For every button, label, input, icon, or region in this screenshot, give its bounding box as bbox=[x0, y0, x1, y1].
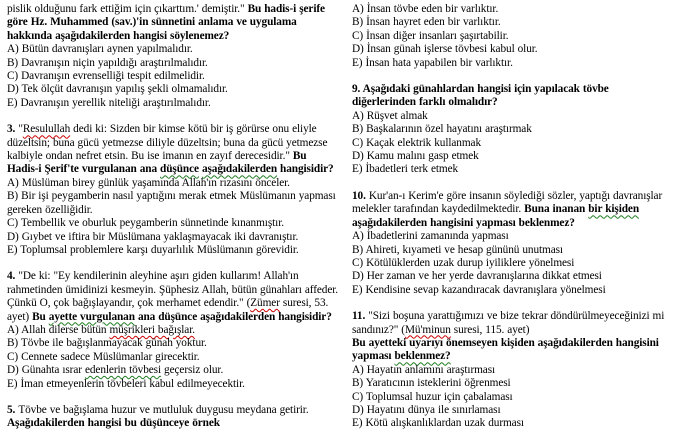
column-left bbox=[7, 3, 340, 431]
bold-text: Bu hadis-i şerife göre Hz. Muhammed (sav.)'in sünnetini anlama ve uygulama hakkında aşağıdakilerden hangisi söylenemez? bbox=[7, 3, 325, 42]
text-line bbox=[7, 3, 340, 43]
text-line bbox=[352, 137, 675, 150]
question-block-10 bbox=[352, 190, 675, 297]
spellcheck-flagged-text: Mü'minun bbox=[404, 323, 451, 336]
body-text: D) İnsan günah işlerse tövbesi kabul olur. bbox=[352, 43, 538, 56]
question-block-4 bbox=[7, 270, 340, 391]
body-text: dedi ki: Sizden bir kimse kötü bir iş görürse onu eliyle düzeltsin; buna gücü yetmezse diliyle düzeltsin; buna da gücü yetmezse kalbiyle ondan nefret etsin. Bu ise imanın en zayıf derecesidir." bbox=[7, 123, 328, 163]
text-line bbox=[7, 177, 340, 190]
text-line bbox=[352, 30, 675, 43]
body-text: C) Kaçak elektrik kullanmak bbox=[352, 136, 482, 149]
question-block-11 bbox=[352, 310, 675, 431]
text-line bbox=[7, 404, 340, 431]
text-line bbox=[7, 337, 340, 350]
body-text: Tövbe ve bağışlama huzur ve mutluluk duygusu meydana getirir. bbox=[18, 403, 309, 416]
text-line bbox=[7, 83, 340, 96]
spellcheck-flagged-text: edenlerin tövbesi bbox=[84, 364, 162, 377]
text-line bbox=[7, 97, 340, 110]
bold-text: 3. bbox=[7, 123, 19, 136]
body-text: B) İnsan hayret eden bir varlıktır. bbox=[352, 16, 501, 29]
text-line bbox=[352, 284, 675, 297]
body-text: C) İnsan diğer insanları şaşırtabilir. bbox=[352, 29, 509, 42]
text-line bbox=[352, 244, 675, 257]
body-text: E) Davranışın yerellik niteliği araştırılmalıdır. bbox=[7, 96, 211, 109]
spellcheck-flagged-text: düşünce bbox=[160, 163, 199, 176]
body-text: E) İbadetleri terk etmek bbox=[352, 163, 459, 176]
text-line bbox=[352, 57, 675, 70]
bold-text: Bu Hadis-i Şerif'te vurgulanan ana bbox=[7, 150, 307, 176]
text-line bbox=[7, 351, 340, 364]
body-text: A) İbadetlerini zamanında yapması bbox=[352, 230, 509, 243]
text-line bbox=[352, 270, 675, 283]
body-text: A) Bütün davranışları aynen yapılmalıdır. bbox=[7, 43, 193, 56]
spellcheck-flagged-text: müşrikleri bağışlar. bbox=[109, 323, 195, 336]
body-text: E) Toplumsal problemlere karşı duyarlılık Müslümanın görevidir. bbox=[7, 243, 299, 256]
body-text: C) Tembellik ve oburluk peygamberin sünnetinde kınanmıştır. bbox=[7, 217, 284, 230]
body-text: E) İman etmeyenlerin tövbeleri kabul edilmeyecektir. bbox=[7, 377, 245, 390]
text-line bbox=[7, 231, 340, 244]
text-line bbox=[7, 324, 340, 337]
text-line bbox=[7, 123, 340, 177]
column-right bbox=[352, 3, 675, 431]
bold-text: Aşağıdakilerden hangisi bu düşünceye örnek bbox=[7, 417, 220, 430]
body-text: B) Tövbe ile bağışlanmayacak günah yoktur. bbox=[7, 337, 207, 350]
text-line bbox=[352, 417, 675, 430]
body-text: E) Kendisine sevap kazandıracak davranışlara yönelmesi bbox=[352, 283, 606, 296]
text-line bbox=[7, 364, 340, 377]
text-line bbox=[352, 404, 675, 417]
text-line bbox=[352, 16, 675, 29]
bold-text: Bu bbox=[32, 310, 49, 323]
bold-text: Bu ayetteki uyarıyı önemseyen kişiden aşağıdakilerden hangisini yapması bbox=[352, 336, 659, 363]
text-line bbox=[7, 190, 340, 217]
body-text: D) Her zaman ve her yerde davranışlarına dikkat etmesi bbox=[352, 270, 602, 283]
question-block-5 bbox=[7, 404, 340, 431]
body-text: " bbox=[18, 123, 23, 136]
text-line bbox=[352, 257, 675, 270]
body-text: A) Rüşvet almak bbox=[352, 109, 428, 122]
body-text: A) Hayatın anlamını araştırması bbox=[352, 363, 496, 376]
body-text: suresi, 53. ayet) bbox=[7, 297, 329, 323]
body-text: D) Günahta ısrar bbox=[7, 364, 85, 377]
body-text: C) Kötülüklerden uzak durup iyiliklere yönelmesi bbox=[352, 256, 575, 269]
text-line bbox=[352, 110, 675, 123]
spellcheck-flagged-text: ayette vurgulanan bbox=[48, 310, 135, 323]
bold-text: 11. bbox=[352, 310, 369, 323]
text-line bbox=[352, 364, 675, 377]
text-line bbox=[7, 57, 340, 70]
body-text: E) Kötü alışkanlıklardan uzak durması bbox=[352, 417, 524, 430]
text-line bbox=[352, 163, 675, 176]
body-text: "Sizi boşuna yarattığımızı ve bize tekrar döndürülmeyeceğinizi mi sandınız?" ( bbox=[352, 310, 665, 336]
bold-text: 10. bbox=[352, 189, 369, 202]
bold-text: ana düşünce aşağıdakilerden hangisidir? bbox=[134, 310, 332, 323]
bold-text: 9. Aşağıdaki günahlardan hangisi için yapılacak tövbe diğerlerinden farklı olmalıdır? bbox=[352, 83, 609, 109]
bold-text: aşağıdakilerden hangisini yapması beklenmez? bbox=[352, 216, 575, 229]
body-text: D) Tek ölçüt davranışın yapılış şekli olmamalıdır. bbox=[7, 83, 228, 96]
body-text: D) Hayatını dünya ile sınırlaması bbox=[352, 403, 501, 416]
text-line bbox=[352, 3, 675, 16]
text-line bbox=[352, 377, 675, 390]
body-text: C) Davranışın evrenselliği tespit edilmelidir. bbox=[7, 70, 205, 83]
text-line bbox=[7, 244, 340, 257]
spellcheck-flagged-text: bir kişiden bbox=[588, 203, 640, 216]
bold-text: 5. bbox=[7, 403, 19, 416]
spellcheck-flagged-text: Zümer bbox=[250, 297, 280, 310]
text-line bbox=[352, 391, 675, 404]
body-text: B) Yaratıcının isteklerini öğrenmesi bbox=[352, 377, 511, 390]
body-text: A) İnsan tövbe eden bir varlıktır. bbox=[352, 3, 499, 15]
text-line bbox=[7, 378, 340, 391]
text-line bbox=[352, 337, 675, 364]
body-text: geçersiz olur. bbox=[161, 364, 224, 377]
bold-text: 4. bbox=[7, 270, 19, 283]
bold-text: Buna inanan bbox=[524, 203, 589, 216]
body-text: B) Bir işi peygamberin nasıl yaptığını merak etmek Müslümanın yapması gereken özelliğidir. bbox=[7, 190, 336, 216]
text-line bbox=[352, 43, 675, 56]
body-text: B) Ahireti, kıyameti ve hesap gününü unutması bbox=[352, 243, 563, 256]
body-text: suresi, 115. ayet) bbox=[450, 323, 530, 336]
text-line bbox=[352, 83, 675, 110]
body-text: Kur'an-ı Kerim'e göre insanın söylediği sözler, yaptığı davranışlar melekler tarafından kaydedilmektedir. bbox=[352, 189, 663, 216]
body-text: A) Allah dilerse bütün bbox=[7, 323, 110, 336]
body-text: B) Davranışın niçin yapıldığı araştırılmalıdır. bbox=[7, 56, 208, 69]
text-line bbox=[352, 123, 675, 136]
question-block-9 bbox=[352, 83, 675, 177]
question-block-continuation bbox=[352, 3, 675, 70]
spellcheck-flagged-text: Resulullah bbox=[22, 123, 71, 136]
text-line bbox=[7, 217, 340, 230]
body-text: "De ki: "Ey kendilerinin aleyhine aşırı giden kullarım! Allah'ın rahmetinden ümidinizi kesmeyin. Şüphesiz Allah, bütün günahları affeder. Çünkü O, çok bağışlayandır, çok merhamet edendir." ( bbox=[7, 270, 339, 310]
body-text: C) Cennete sadece Müslümanlar girecektir. bbox=[7, 350, 200, 363]
text-line bbox=[352, 230, 675, 243]
text-line bbox=[7, 270, 340, 324]
text-line bbox=[7, 70, 340, 83]
body-text: D) Gıybet ve iftira bir Müslümana yaklaşmayacak iki davranıştır. bbox=[7, 230, 299, 243]
text-line bbox=[352, 190, 675, 230]
text-line bbox=[7, 43, 340, 56]
body-text: A) Müslüman birey günlük yaşamında Allah'ın rızasını önceler. bbox=[7, 176, 290, 189]
body-text: E) İnsan hata yapabilen bir varlıktır. bbox=[352, 56, 513, 69]
body-text: B) Başkalarının özel hayatını araştırmak bbox=[352, 123, 532, 136]
text-line bbox=[352, 310, 675, 337]
spellcheck-flagged-text: aşağıdakilerden bbox=[201, 163, 278, 176]
question-block-3 bbox=[7, 123, 340, 257]
spellcheck-flagged-text: beklenmez? bbox=[394, 350, 451, 363]
bold-text: hangisidir? bbox=[277, 163, 334, 176]
question-block-continuation bbox=[7, 3, 340, 110]
body-text: C) Toplumsal huzur için çabalaması bbox=[352, 390, 513, 403]
body-text: pislik olduğunu fark ettiğim için çıkarttım.' demiştir." bbox=[7, 3, 248, 15]
text-line bbox=[352, 150, 675, 163]
body-text: D) Kamu malını gasp etmek bbox=[352, 150, 479, 163]
